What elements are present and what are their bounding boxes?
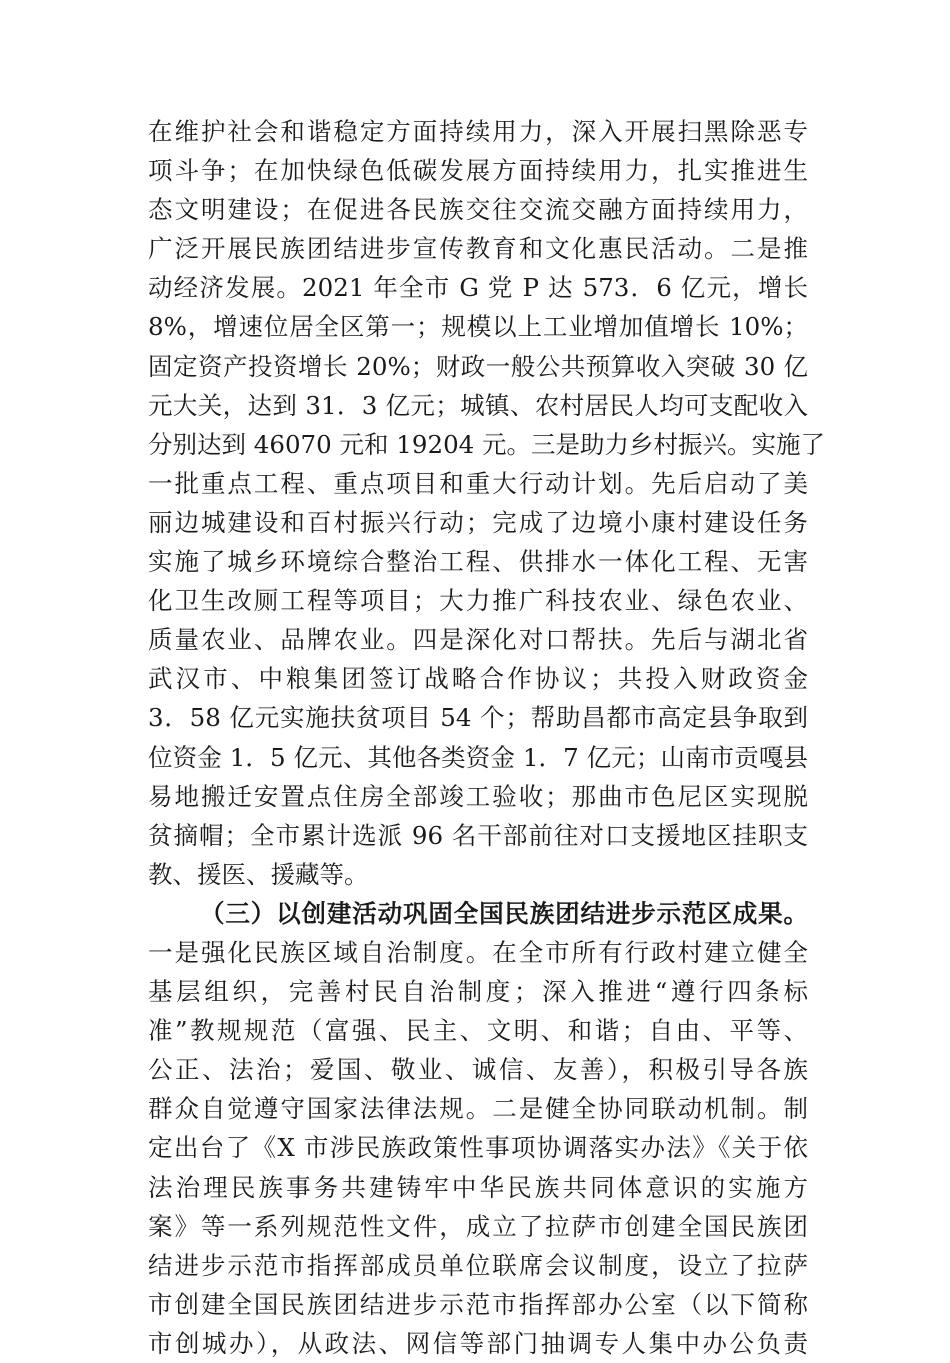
text-line: 案》等一系列规范性文件，成立了拉萨市创建全国民族团 xyxy=(148,1211,808,1241)
text-line: 基层组织，完善村民自治制度；深入推进“遵行四条标 xyxy=(148,977,808,1007)
text-line: 贫摘帽；全市累计选派 96 名干部前往对口支援地区挂职支 xyxy=(148,820,808,850)
text-line: 结进步示范市指挥部成员单位联席会议制度，设立了拉萨 xyxy=(148,1250,808,1280)
text-line: 公正、法治；爱国、敬业、诚信、友善），积极引导各族 xyxy=(148,1055,808,1085)
text-line: 位资金 1．5 亿元、其他各类资金 1．7 亿元；山南市贡嘎县 xyxy=(148,742,808,772)
text-line: 群众自觉遵守国家法律法规。二是健全协同联动机制。制 xyxy=(148,1094,808,1124)
text-line: 丽边城建设和百村振兴行动；完成了边境小康村建设任务 xyxy=(148,507,808,537)
text-line: 元大关，达到 31．3 亿元；城镇、农村居民人均可支配收入 xyxy=(148,390,808,420)
text-line: 准”教规规范（富强、民主、文明、和谐；自由、平等、 xyxy=(148,1016,808,1046)
text-line: 广泛开展民族团结进步宣传教育和文化惠民活动。二是推 xyxy=(148,234,808,264)
text-line: 实施了城乡环境综合整治工程、供排水一体化工程、无害 xyxy=(148,547,808,577)
text-line: 动经济发展。2021 年全市 G 党 P 达 573．6 亿元，增长 xyxy=(148,273,808,303)
text-line: 法治理民族事务共建铸牢中华民族共同体意识的实施方 xyxy=(148,1172,808,1202)
text-line: 质量农业、品牌农业。四是深化对口帮扶。先后与湖北省 xyxy=(148,625,808,655)
text-line: 化卫生改厕工程等项目；大力推广科技农业、绿色农业、 xyxy=(148,586,808,616)
text-line: 一是强化民族区域自治制度。在全市所有行政村建立健全 xyxy=(148,937,808,967)
section-heading: （三）以创建活动巩固全国民族团结进步示范区成果。 xyxy=(200,898,808,928)
text-line: 项斗争；在加快绿色低碳发展方面持续用力，扎实推进生 xyxy=(148,156,808,186)
text-line: 教、援医、援藏等。 xyxy=(148,859,369,889)
text-line: 分别达到 46070 元和 19204 元。三是助力乡村振兴。实施了 xyxy=(148,429,826,459)
text-line: 市创城办），从政法、网信等部门抽调专人集中办公负责 xyxy=(148,1328,808,1358)
text-line: 定出台了《X 市涉民族政策性事项协调落实办法》《关于依 xyxy=(148,1133,808,1163)
text-line: 武汉市、中粮集团签订战略合作协议；共投入财政资金 xyxy=(148,664,808,694)
text-line: 3．58 亿元实施扶贫项目 54 个；帮助昌都市高定县争取到 xyxy=(148,703,808,733)
document-body xyxy=(148,112,826,1363)
text-line: 8%，增速位居全区第一；规模以上工业增加值增长 10%； xyxy=(148,312,808,342)
text-line: 固定资产投资增长 20%；财政一般公共预算收入突破 30 亿 xyxy=(148,351,808,381)
text-line: 市创建全国民族团结进步示范市指挥部办公室（以下简称 xyxy=(148,1289,808,1319)
text-line: 态文明建设；在促进各民族交往交流交融方面持续用力， xyxy=(148,195,808,225)
text-line: 一批重点工程、重点项目和重大行动计划。先后启动了美 xyxy=(148,468,808,498)
text-line: 易地搬迁安置点住房全部竣工验收；那曲市色尼区实现脱 xyxy=(148,781,808,811)
text-line: 在维护社会和谐稳定方面持续用力，深入开展扫黑除恶专 xyxy=(148,117,808,146)
